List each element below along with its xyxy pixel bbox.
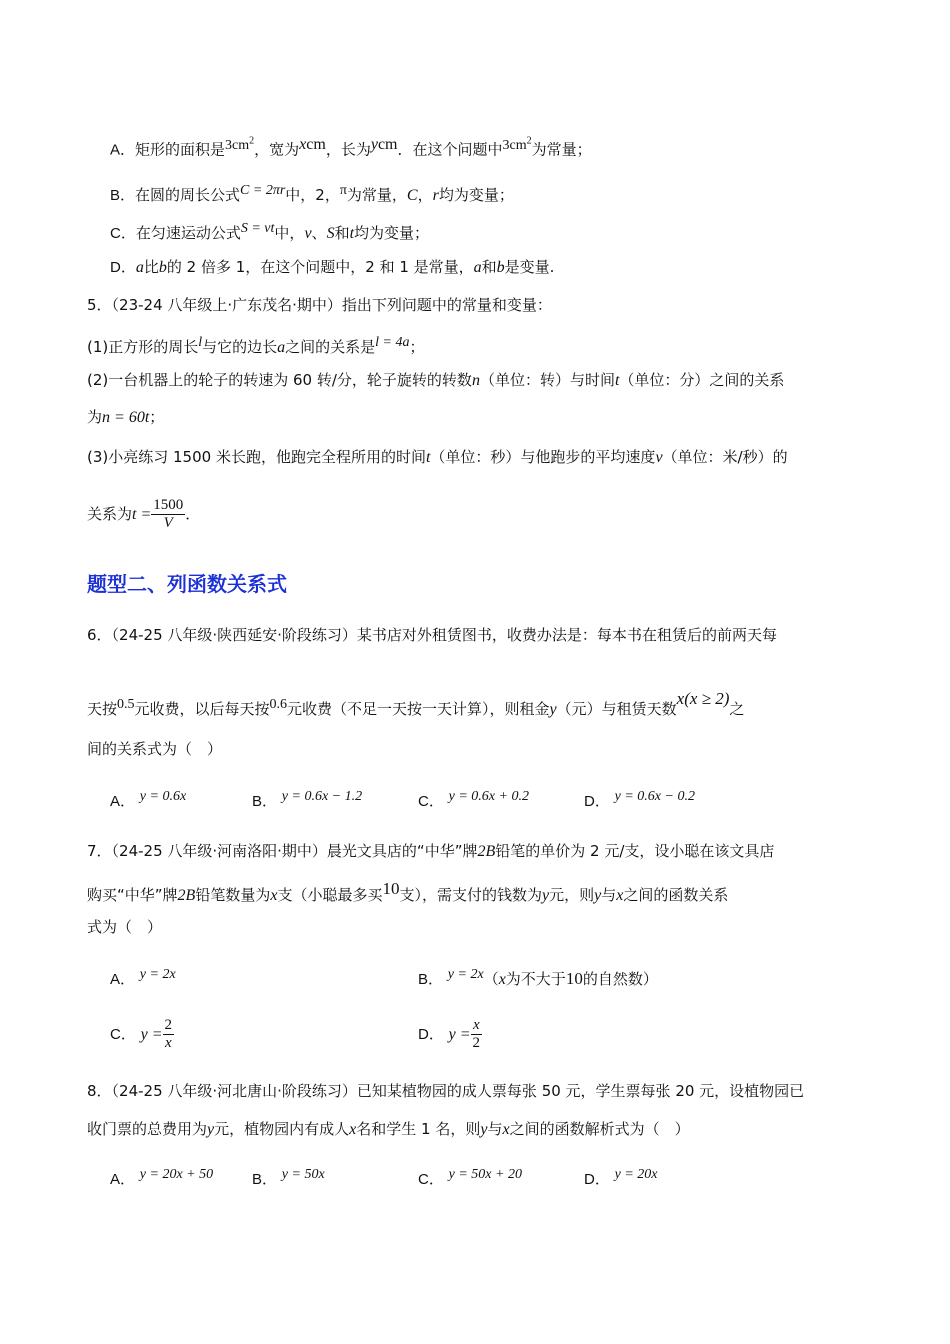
q6-line-3: 间的关系式为（ ）	[87, 740, 223, 758]
q5-part-3-line-1: (3)小亮练习 1500 米长跑，他跑完全程所用的时间t（单位：秒）与他跑步的平均速度v（单位：米/秒）的	[87, 448, 788, 466]
q5-stem: 5．（23-24 八年级上·广东茂名·期中）指出下列问题中的常量和变量：	[87, 296, 552, 314]
q6-option-b[interactable]: B． y = 0.6x − 1.2	[252, 789, 363, 810]
fraction-x-over-2: $\frac{x}{2}$	[472, 1017, 481, 1051]
q8-option-c[interactable]: C． y = 50x + 20	[418, 1167, 522, 1188]
q8-line-2: 收门票的总费用为y元，植物园内有成人x名和学生 1 名，则y与x之间的函数解析式为（ ）	[87, 1120, 690, 1138]
q7-option-b[interactable]: B． y = 2x（x为不大于10的自然数）	[418, 967, 658, 988]
q6-option-a[interactable]: A． y = 0.6x	[110, 789, 187, 810]
q5-part-3-line-2: 关系为t = $\frac{1500}{V}$ ．	[87, 497, 201, 531]
q4-option-b: B．在圆的周长公式C = 2πr中，2，π为常量，C，r均为变量；	[110, 183, 514, 204]
q5-part-2-line-2: 为n = 60t；	[87, 408, 165, 426]
q7-line-2: 购买“中华”牌2B铅笔数量为x支（小聪最多买10支），需支付的钱数为y元，则y与x之间的函数关系	[87, 879, 729, 904]
q8-option-b[interactable]: B． y = 50x	[252, 1167, 325, 1188]
q8-option-a[interactable]: A． y = 20x + 50	[110, 1167, 214, 1188]
q4-option-a: A．矩形的面积是$3cm^2$，宽为xcm，长为ycm．在这个问题中$3cm^2$为常量；	[110, 135, 592, 159]
q6-line-1: 6．（24-25 八年级·陕西延安·阶段练习）某书店对外租赁图书，收费办法是：每本书在租赁后的前两天每	[87, 626, 777, 644]
q7-option-a[interactable]: A． y = 2x	[110, 967, 176, 988]
fraction-2-over-x: $\frac{2}{x}$	[164, 1017, 173, 1051]
q7-option-c[interactable]: C． y = $\frac{2}{x}$	[110, 1017, 173, 1051]
q7-option-d[interactable]: D． y = $\frac{x}{2}$	[418, 1017, 481, 1051]
q7-line-1: 7．（24-25 八年级·河南洛阳·期中）晨光文具店的“中华”牌2B铅笔的单价为 2 元/支，设小聪在该文具店	[87, 842, 775, 860]
q4-option-d: D．a比b的 2 倍多 1，在这个问题中，2 和 1 是常量，a和b是变量.	[110, 258, 555, 276]
q8-line-1: 8．（24-25 八年级·河北唐山·阶段练习）已知某植物园的成人票每张 50 元，学生票每张 20 元，设植物园已	[87, 1082, 805, 1100]
q6-line-2: 天按0.5元收费，以后每天按0.6元收费（不足一天按一天计算），则租金y（元）与租赁天数x(x ≥ 2)之	[87, 689, 745, 718]
section-heading: 题型二、列函数关系式	[87, 572, 287, 596]
q7-line-3: 式为（ ）	[87, 918, 163, 936]
q5-part-2-line-1: (2)一台机器上的轮子的转速为 60 转/分，轮子旋转的转数n（单位：转）与时间t（单位：分）之间的关系	[87, 371, 785, 389]
q6-option-c[interactable]: C． y = 0.6x + 0.2	[418, 789, 529, 810]
q4-option-c: C．在匀速运动公式S = vt中，v、S和t均为变量；	[110, 221, 430, 242]
fraction-1500-over-v: $\frac{1500}{V}$	[153, 497, 184, 531]
q5-part-1: (1)正方形的周长l与它的边长a之间的关系是l = 4a；	[87, 335, 425, 356]
q6-option-d[interactable]: D． y = 0.6x − 0.2	[584, 789, 695, 810]
q8-option-d[interactable]: D． y = 20x	[584, 1167, 658, 1188]
